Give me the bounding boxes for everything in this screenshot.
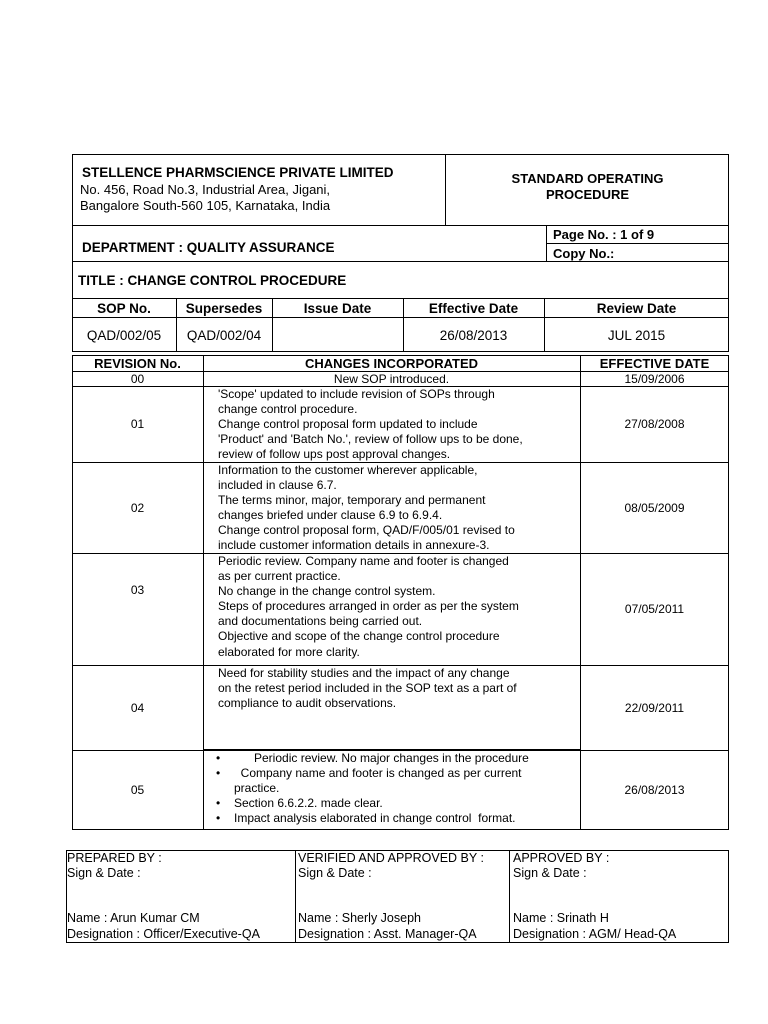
rev-00-number: 00 [130,371,145,386]
rev-05-date: 26/08/2013 [624,782,685,797]
rev-04-date: 22/09/2011 [624,700,685,715]
signoff-approved-heading: APPROVED BY : [513,851,610,865]
rev-05-bullet: • Impact analysis elaborated in change control format. [214,811,580,826]
rev-03-number: 03 [130,583,145,597]
rev-04-number: 04 [130,700,145,715]
sop-value-review-date: JUL 2015 [607,327,666,343]
rev-05-changes-list [214,751,580,826]
signoff-verified-sign: Sign & Date : [298,866,372,880]
copy-number: Copy No.: [553,246,615,261]
rev-00-date: 15/09/2006 [624,371,685,386]
sop-header-effective-date: Effective Date [428,300,519,316]
rev-00-changes: New SOP introduced. [333,371,450,386]
rev-02-changes: Information to the customer wherever applicable, included in clause 6.7. The terms minor, major, temporary and permanent changes briefed under clause 6.9 to 6.9.4. Change control proposal form, QAD/F/005/01 revised to include customer information details in annexure-3. [218,463,515,553]
rev-05-number: 05 [130,782,145,797]
rev-01-number: 01 [130,417,145,431]
rev-03-changes: Periodic review. Company name and footer is changed as per current practice. No change in the change control system. Steps of procedures arranged in order as per the system and documentations being carried out. Objective and scope of the change control procedure elaborated for more clarity. [218,554,519,659]
sop-value-sop-no: QAD/002/05 [86,327,162,343]
company-address-line2: Bangalore South-560 105, Karnataka, India [80,198,331,213]
header-divider [546,243,729,244]
sop-value-supersedes: QAD/002/04 [186,327,262,343]
rev-05-bullet: • Periodic review. No major changes in the procedure [214,751,580,766]
rev-04-changes: Need for stability studies and the impact of any change on the retest period included in the SOP text as a part of compliance to audit observations. [218,666,517,711]
rev-05-bullet: • Section 6.6.2.2. made clear. [214,796,580,811]
signoff-verified-name: Name : Sherly Joseph [298,911,421,925]
department: DEPARTMENT : QUALITY ASSURANCE [82,240,335,255]
signoff-prepared-designation: Designation : Officer/Executive-QA [67,927,260,941]
rev-header-effective-date: EFFECTIVE DATE [599,356,710,371]
rev-header-changes: CHANGES INCORPORATED [304,356,479,371]
signoff-divider [509,850,510,943]
sop-header-issue-date: Issue Date [303,300,372,316]
sop-header-review-date: Review Date [596,300,677,316]
signoff-approved-designation: Designation : AGM/ Head-QA [513,927,677,941]
page-number: Page No. : 1 of 9 [553,227,655,242]
sop-value-effective-date: 26/08/2013 [439,327,508,343]
signoff-prepared-name: Name : Arun Kumar CM [67,911,200,925]
rev-02-date: 08/05/2009 [624,500,685,515]
signoff-prepared-sign: Sign & Date : [67,866,141,880]
doc-type-line2: PROCEDURE [545,187,630,202]
rev-01-changes: 'Scope' updated to include revision of SOPs through change control procedure. Change control proposal form updated to include 'Product' and 'Batch No.', review of follow ups to be done, review of follow ups post approval changes. [218,387,523,462]
signoff-prepared-heading: PREPARED BY : [67,851,162,865]
revision-table-divider [203,355,204,830]
rev-01-date: 27/08/2008 [624,417,685,431]
header-divider [72,225,729,226]
sop-header-sop-no: SOP No. [97,300,151,316]
doc-type-line1: STANDARD OPERATING [511,171,664,186]
rev-02-number: 02 [130,500,145,515]
signoff-approved-name: Name : Srinath H [513,911,609,925]
sop-value-issue-date [272,318,403,352]
document-title: TITLE : CHANGE CONTROL PROCEDURE [78,273,347,288]
rev-header-revision-no: REVISION No. [94,356,181,371]
signoff-divider [295,850,296,943]
company-address-line1: No. 456, Road No.3, Industrial Area, Jigani, [80,182,331,197]
rev-03-date: 07/05/2011 [624,601,685,616]
sop-header-supersedes: Supersedes [185,300,263,316]
rev-05-bullet: • Company name and footer is changed as per current practice. [214,766,580,796]
signoff-verified-designation: Designation : Asst. Manager-QA [298,927,477,941]
signoff-approved-sign: Sign & Date : [513,866,587,880]
signoff-verified-heading: VERIFIED AND APPROVED BY : [298,851,484,865]
company-name: STELLENCE PHARMSCIENCE PRIVATE LIMITED [82,165,394,180]
